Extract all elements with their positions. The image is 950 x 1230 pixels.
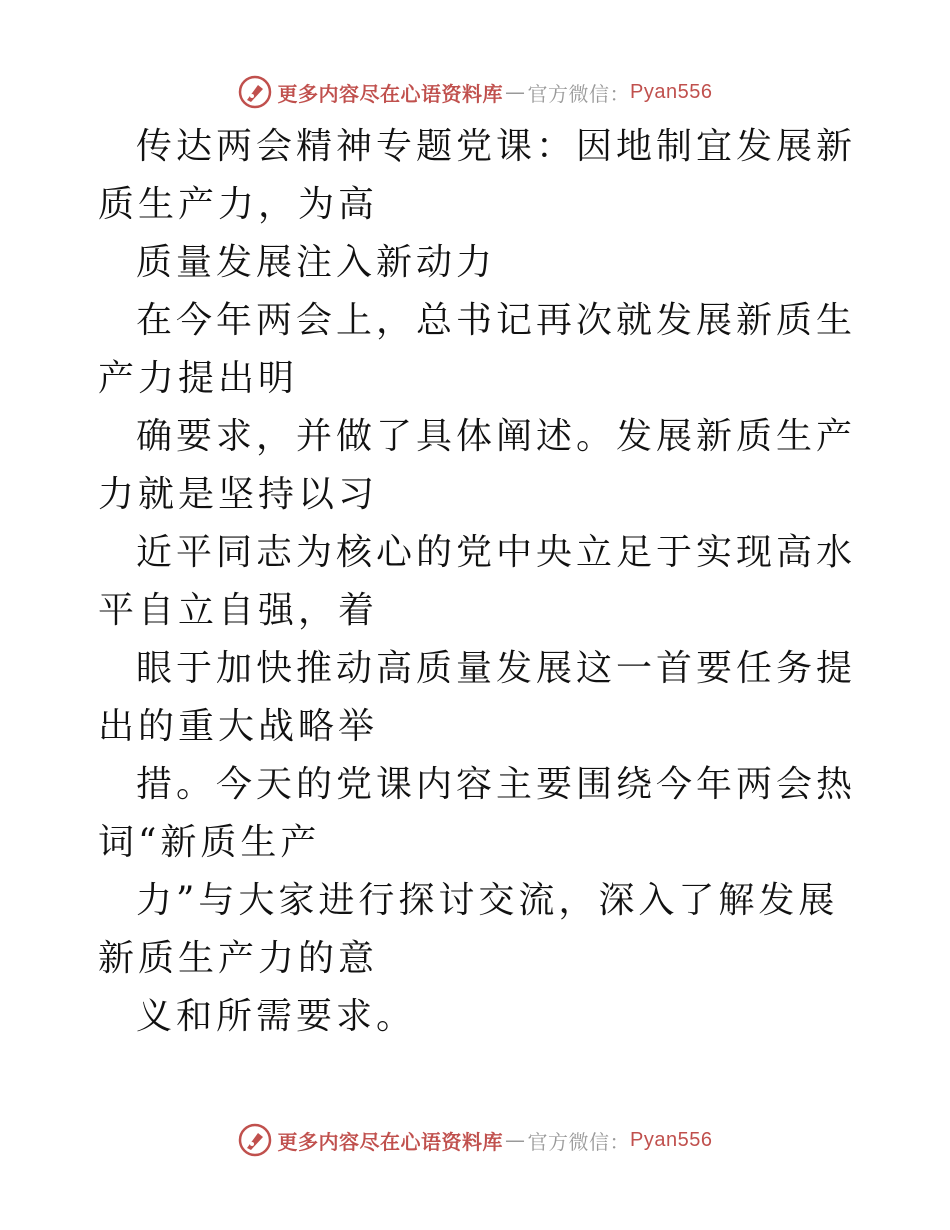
text-line: 措。今天的党课内容主要围绕今年两会热词“新质生产: [98, 764, 857, 863]
text-line: 质量发展注入新动力: [136, 242, 497, 283]
banner-text: 更多内容尽在心语资料库: [277, 81, 504, 106]
banner-separator: —: [505, 1128, 526, 1152]
wechat-id: Pyan556: [630, 1128, 713, 1151]
footer-banner: [0, 1120, 950, 1160]
pen-nib-logo-icon: [238, 1123, 272, 1157]
paragraph-title: [98, 118, 858, 292]
text-line: 在今年两会上，总书记再次就发展新质生产力提出明: [98, 300, 857, 399]
pen-nib-logo-icon: [238, 75, 272, 109]
paragraph-body: [98, 292, 858, 1046]
banner-separator: —: [505, 80, 526, 104]
text-line: 传达两会精神专题党课：因地制宜发展新质生产力，为高: [98, 126, 857, 225]
wechat-label: 官方微信：: [527, 81, 631, 106]
header-banner: [0, 72, 950, 112]
banner-text: 更多内容尽在心语资料库: [277, 1129, 504, 1154]
text-line: 近平同志为核心的党中央立足于实现高水平自立自强，着: [98, 532, 857, 631]
document-body: [98, 118, 858, 1046]
text-line: 眼于加快推动高质量发展这一首要任务提出的重大战略举: [98, 648, 857, 747]
text-line: 力”与大家进行探讨交流，深入了解发展新质生产力的意: [98, 880, 839, 979]
wechat-label: 官方微信：: [527, 1129, 631, 1154]
text-line: 义和所需要求。: [136, 996, 417, 1037]
wechat-id: Pyan556: [630, 80, 713, 103]
text-line: 确要求，并做了具体阐述。发展新质生产力就是坚持以习: [98, 416, 857, 515]
